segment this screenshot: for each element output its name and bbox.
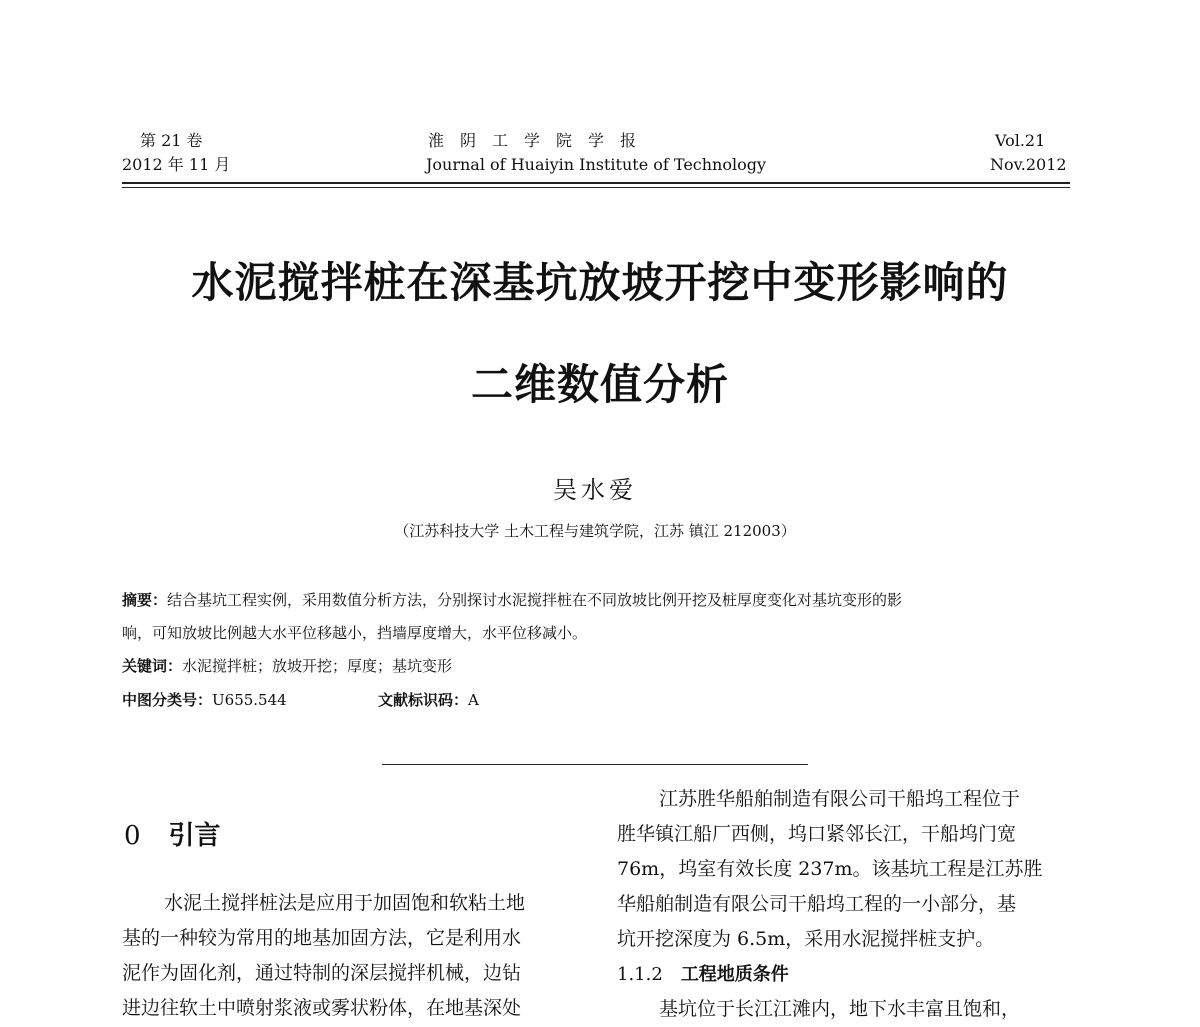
volume-en: Vol.21 (995, 131, 1046, 150)
classification-label: 中图分类号： (122, 691, 213, 709)
doc-code-value: A (468, 691, 479, 709)
left-line: 基的一种较为常用的地基加固方法，它是利用水 (122, 927, 522, 949)
abstract-label: 摘要： (122, 591, 168, 609)
left-column-text (122, 886, 582, 1026)
journal-title-en: Journal of Huaiyin Institute of Technology (426, 155, 767, 174)
section-heading (124, 815, 221, 852)
section-number: 0 (124, 821, 141, 851)
keywords-label: 关键词： (122, 657, 183, 675)
doc-code-label: 文献标识码： (378, 691, 469, 709)
paper-title-line2: 二维数值分析 (470, 360, 729, 409)
right-line: 基坑位于长江江滩内，地下水丰富且饱和， (659, 998, 1021, 1020)
left-line: 进边往软土中喷射浆液或雾状粉体，在地基深处 (122, 997, 522, 1019)
volume-cn: 第 21 卷 (140, 131, 203, 150)
left-line: 水泥土搅拌桩法是应用于加固饱和软粘土地 (164, 892, 526, 914)
right-column-text (617, 782, 1077, 1027)
keywords-text: 水泥搅拌桩；放坡开挖；厚度；基坑变形 (182, 657, 453, 675)
affiliation: （江苏科技大学 土木工程与建筑学院，江苏 镇江 212003） (394, 522, 796, 540)
author-name: 吴水爱 (553, 476, 637, 504)
keywords (122, 656, 452, 676)
abstract-separator (382, 764, 808, 765)
right-line: 坑开挖深度为 6.5m，采用水泥搅拌桩支护。 (617, 928, 995, 950)
classification-value: U655.544 (212, 691, 287, 709)
date-cn: 2012 年 11 月 (122, 155, 231, 174)
right-line: 胜华镇江船厂西侧，坞口紧邻长江，干船坞门宽 (617, 823, 1017, 845)
right-line: 华船舶制造有限公司干船坞工程的一小部分，基 (617, 893, 1017, 915)
subsection-number: 1.1.2 (617, 964, 663, 985)
right-line: 江苏胜华船舶制造有限公司干船坞工程位于 (659, 788, 1021, 810)
subsection-heading (617, 957, 1077, 992)
classification (122, 690, 287, 710)
paper-title-line1: 水泥搅拌桩在深基坑放坡开挖中变形影响的 (191, 258, 1009, 307)
abstract-text-1: 结合基坑工程实例，采用数值分析方法，分别探讨水泥搅拌桩在不同放坡比例开挖及桩厚度变化对基坑变形的影 (167, 591, 903, 609)
subsection-title: 工程地质条件 (680, 964, 789, 985)
date-en: Nov.2012 (990, 155, 1067, 174)
journal-title-cn: 淮阴工学院学报 (428, 131, 653, 150)
abstract-line2: 响，可知放坡比例越大水平位移越小，挡墙厚度增大，水平位移减小。 (122, 624, 588, 642)
abstract-line1 (122, 590, 902, 610)
doc-code (378, 690, 479, 710)
section-title: 引言 (168, 821, 221, 851)
right-line: 76m，坞室有效长度 237m。该基坑工程是江苏胜 (617, 858, 1043, 880)
header-rule-thin (122, 187, 1070, 188)
header-rule-thick (122, 182, 1070, 184)
left-line: 泥作为固化剂，通过特制的深层搅拌机械，边钻 (122, 962, 522, 984)
